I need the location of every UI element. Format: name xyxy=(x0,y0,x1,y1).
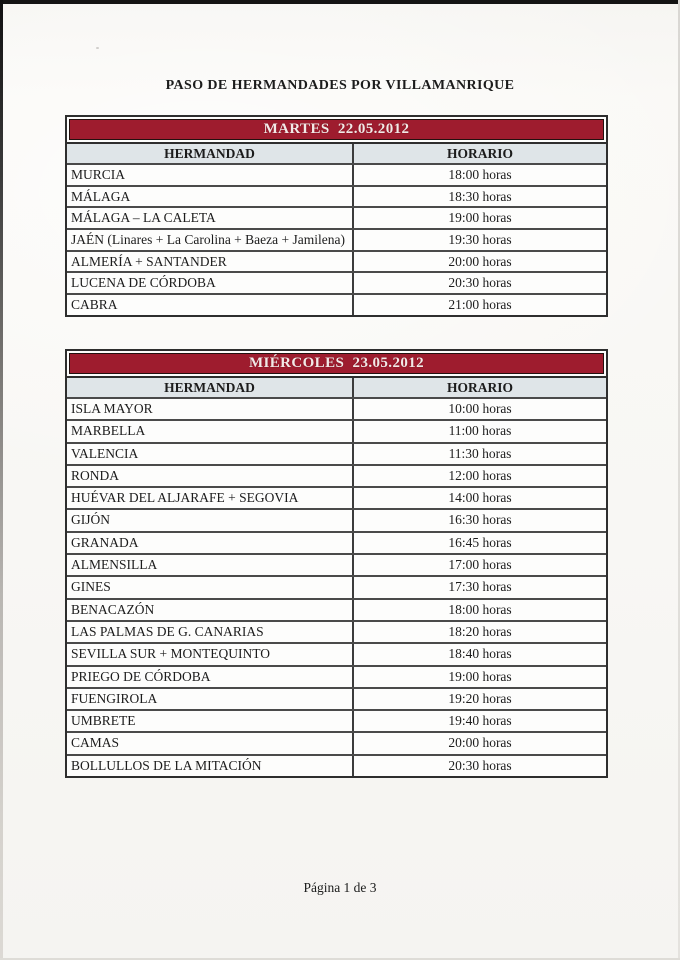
table-row xyxy=(67,185,606,207)
table-row xyxy=(67,754,606,776)
horario-cell: 20:30 horas xyxy=(448,757,512,773)
table-row xyxy=(67,508,606,530)
horario-cell: 19:40 horas xyxy=(448,713,512,729)
table-row xyxy=(67,642,606,664)
table-row xyxy=(67,464,606,486)
document-title: PASO DE HERMANDADES POR VILLAMANRIQUE xyxy=(165,78,515,93)
table-header-row xyxy=(67,142,606,163)
horario-cell: 18:00 horas xyxy=(448,601,512,617)
table-day-title: MARTES 22.05.2012 xyxy=(69,119,604,140)
table-row xyxy=(67,163,606,185)
column-header-horario: HORARIO xyxy=(446,146,513,161)
horario-cell: 19:20 horas xyxy=(448,690,512,706)
horario-cell: 16:30 horas xyxy=(448,512,512,528)
table-row xyxy=(67,397,606,419)
table-row xyxy=(67,293,606,315)
hermandad-cell: BOLLULLOS DE LA MITACIÓN xyxy=(67,756,354,776)
horario-cell: 18:40 horas xyxy=(448,646,512,662)
scan-speckle xyxy=(96,47,99,49)
table-row xyxy=(67,620,606,642)
table-row xyxy=(67,731,606,753)
table-row xyxy=(67,709,606,731)
column-header-horario: HORARIO xyxy=(446,380,513,395)
horario-cell: 21:00 horas xyxy=(448,297,512,313)
hermandad-cell: SEVILLA SUR + MONTEQUINTO xyxy=(67,644,354,664)
column-header-hermandad: HERMANDAD xyxy=(67,144,354,163)
table-row xyxy=(67,665,606,687)
hermandad-cell: MURCIA xyxy=(67,165,354,185)
hermandad-cell: PRIEGO DE CÓRDOBA xyxy=(67,667,354,687)
horario-cell: 20:00 horas xyxy=(448,735,512,751)
hermandad-cell: BENACAZÓN xyxy=(67,600,354,620)
table-rows xyxy=(67,397,606,776)
horario-cell: 14:00 horas xyxy=(448,490,512,506)
table-row xyxy=(67,486,606,508)
horario-cell: 10:00 horas xyxy=(448,401,512,416)
scan-edge-left xyxy=(0,0,3,960)
horario-cell: 18:20 horas xyxy=(448,623,512,639)
horario-cell: 11:00 horas xyxy=(448,423,512,439)
hermandad-cell: GINES xyxy=(67,577,354,597)
hermandad-cell: MÁLAGA – LA CALETA xyxy=(67,208,354,228)
horario-cell: 16:45 horas xyxy=(448,534,512,550)
table-row xyxy=(67,553,606,575)
horario-cell: 19:30 horas xyxy=(448,232,512,248)
horario-cell: 19:00 horas xyxy=(448,210,512,226)
horario-cell: 17:00 horas xyxy=(448,557,512,573)
hermandad-cell: MARBELLA xyxy=(67,421,354,441)
hermandad-cell: ALMERÍA + SANTANDER xyxy=(67,252,354,272)
table-day-title: MIÉRCOLES 23.05.2012 xyxy=(69,353,604,374)
page-number: Página 1 de 3 xyxy=(303,880,377,895)
hermandad-cell: ALMENSILLA xyxy=(67,555,354,575)
horario-cell: 18:00 horas xyxy=(448,167,512,182)
schedule-table xyxy=(65,349,608,778)
table-row xyxy=(67,598,606,620)
table-row xyxy=(67,206,606,228)
hermandad-cell: CAMAS xyxy=(67,733,354,753)
hermandad-cell: UMBRETE xyxy=(67,711,354,731)
table-row xyxy=(67,419,606,441)
horario-cell: 20:30 horas xyxy=(448,275,512,291)
hermandad-cell: JAÉN (Linares + La Carolina + Baeza + Jamilena) xyxy=(67,230,354,250)
hermandad-cell: RONDA xyxy=(67,466,354,486)
table-header-row xyxy=(67,376,606,397)
hermandad-cell: LAS PALMAS DE G. CANARIAS xyxy=(67,622,354,642)
hermandad-cell: FUENGIROLA xyxy=(67,689,354,709)
schedule-table xyxy=(65,115,608,317)
horario-cell: 12:00 horas xyxy=(448,467,512,483)
horario-cell: 20:00 horas xyxy=(448,253,512,269)
table-row xyxy=(67,442,606,464)
hermandad-cell: CABRA xyxy=(67,295,354,315)
hermandad-cell: VALENCIA xyxy=(67,444,354,464)
table-row xyxy=(67,271,606,293)
horario-cell: 17:30 horas xyxy=(448,579,512,595)
table-row xyxy=(67,531,606,553)
horario-cell: 18:30 horas xyxy=(448,188,512,204)
table-row xyxy=(67,575,606,597)
hermandad-cell: ISLA MAYOR xyxy=(67,399,354,419)
table-row xyxy=(67,250,606,272)
horario-cell: 19:00 horas xyxy=(448,668,512,684)
hermandad-cell: LUCENA DE CÓRDOBA xyxy=(67,273,354,293)
table-rows xyxy=(67,163,606,315)
table-row xyxy=(67,228,606,250)
horario-cell: 11:30 horas xyxy=(448,445,512,461)
hermandad-cell: GIJÓN xyxy=(67,510,354,530)
hermandad-cell: MÁLAGA xyxy=(67,187,354,207)
column-header-hermandad: HERMANDAD xyxy=(67,378,354,397)
hermandad-cell: GRANADA xyxy=(67,533,354,553)
table-row xyxy=(67,687,606,709)
hermandad-cell: HUÉVAR DEL ALJARAFE + SEGOVIA xyxy=(67,488,354,508)
scan-edge-top xyxy=(0,0,680,4)
